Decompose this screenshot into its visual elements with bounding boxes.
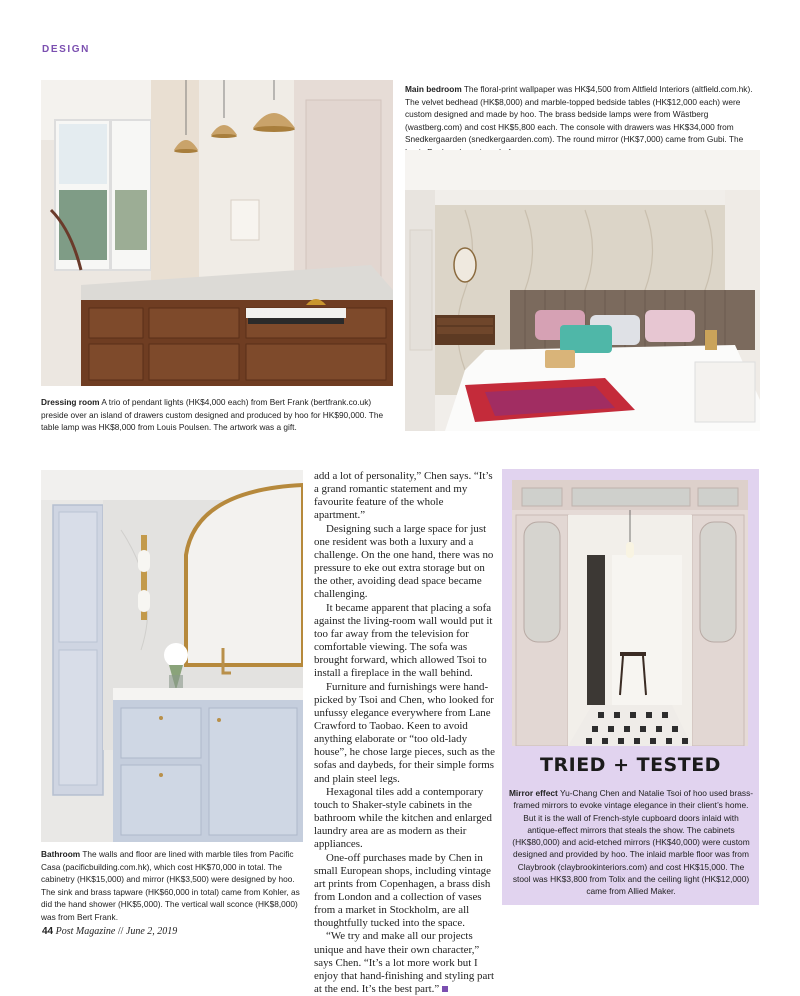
- body-paragraph: Hexagonal tiles add a contemporary touch to Shaker-style cabinets in the bathroom while the kitchen and enlarged laundry area are as modern as their appliances.: [314, 785, 492, 851]
- folio-separator: //: [115, 926, 126, 937]
- main-bedroom-caption-text: The floral-print wallpaper was HK$4,500 from Altfield Interiors (altfield.com.hk). The velvet bedhead (HK$8,000) and marble-topped bedside tables (HK$12,000 each) were custom designed and made by hoo. The brass bedside lamps were from Wästberg (wastberg.com) and cost HK$5,800 each. The console with drawers was HK$34,000 from Snedkergaarden (snedkergaarden.com). The round mirror (HK$7,000) came from Gubi. The: [405, 84, 753, 145]
- tried-tested-title: TRIED + TESTED: [540, 754, 721, 776]
- body-paragraph: add a lot of personality,” Chen says. “It’s a grand romantic statement and my favourite feature of the whole apartment.”: [314, 470, 493, 522]
- mirror-effect-caption-label: Mirror effect: [508, 788, 558, 798]
- bathroom-caption-label: Bathroom: [41, 849, 81, 859]
- section-label: DESIGN: [42, 44, 90, 55]
- bathroom-caption-text: The walls and floor are lined with marble tiles from Pacific Casa (pacificbuilding.com.hk), which cost HK$70,000 in total. The cabinetry (HK$15,000) and mirror (HK$3,500) were designed by hoo. The sink and brass tapware (HK$60,000 in total) came from Kohler, as did the hand shower (HK$5,000). The vertical wall sconce (HK$8,000) was from Bert Frank.: [41, 849, 300, 922]
- book-spine-text: CHANEL: [250, 310, 277, 316]
- main-bedroom-caption-label: Main bedroom: [405, 84, 462, 94]
- body-paragraph: One-off purchases made by Chen in small European shops, including vintage art prints from Copenhagen, a brass dish from London and a collection of vases from a market in Stockholm, are all thoughtfully tucked into the space.: [314, 851, 491, 930]
- main-bedroom-caption: [405, 83, 757, 159]
- end-mark-icon: [442, 986, 448, 992]
- magazine-name: Post Magazine: [55, 926, 116, 937]
- body-paragraph-final: “We try and make all our projects unique and have their own character,” says Chen. “It’s a lot more work but I enjoy that hand-finishing and styling part at the end. It’s the best part.”: [314, 930, 494, 996]
- mirror-effect-caption: [508, 787, 754, 898]
- dressing-room-caption-label: Dressing room: [41, 397, 100, 407]
- body-paragraph: [314, 930, 496, 996]
- page-number: 44: [42, 926, 54, 937]
- bathroom-caption: [41, 848, 307, 924]
- issue-date: June 2, 2019: [125, 926, 178, 937]
- bathroom-photo: [41, 470, 303, 842]
- body-paragraph: Furniture and furnishings were hand-picked by Tsoi and Chen, who looked for unfussy elegance everywhere from Lane Crawford to Taobao. Keen to avoid anything elaborate or “too old-lady house”, he chose large pieces, such as the sofas and daybeds, for their simple forms and plain steel legs.: [314, 680, 495, 785]
- article-body: [314, 470, 496, 996]
- dressing-room-photo: [41, 80, 393, 386]
- main-bedroom-photo: [405, 150, 760, 431]
- dressing-room-caption: [41, 396, 397, 434]
- mirror-effect-photo: [512, 480, 748, 746]
- mirror-effect-caption-text: Yu-Chang Chen and Natalie Tsoi of hoo used brass-framed mirrors to evoke vintage elegance in their client’s home. But it is the wall of French-style cupboard doors inlaid with antique-effect mirrors that steals the show. The cabinets (HK$80,000) and acid-etched mirrors (HK$40,000) were custom designed and provided by hoo. The inlaid marble floor was from Claybrook (claybrookinteriors.com) and cost HK$15,000. The stool was HK$3,800 from Tolix and the ceiling light (HK$12,000) came from Allied Maker.: [512, 788, 754, 897]
- body-paragraph: Designing such a large space for just one resident was both a luxury and a challenge. On the one hand, there was no pressure to eke out extra storage but on the other, avoiding dead space became challenging.: [314, 522, 494, 601]
- folio: [42, 926, 177, 937]
- body-paragraph: It became apparent that placing a sofa against the living-room wall would put it too far away from the television for comfortable viewing. The sofa was brought forward, which allowed Tsoi to install a fireplace in the wall behind.: [314, 601, 493, 680]
- dressing-room-caption-text: A trio of pendant lights (HK$4,000 each) from Bert Frank (bertfrank.co.uk) preside over an island of drawers custom designed and produced by hoo for HK$90,000. The table lamp was HK$8,000 from Louis Poulsen. The artwork was a gift.: [41, 397, 384, 433]
